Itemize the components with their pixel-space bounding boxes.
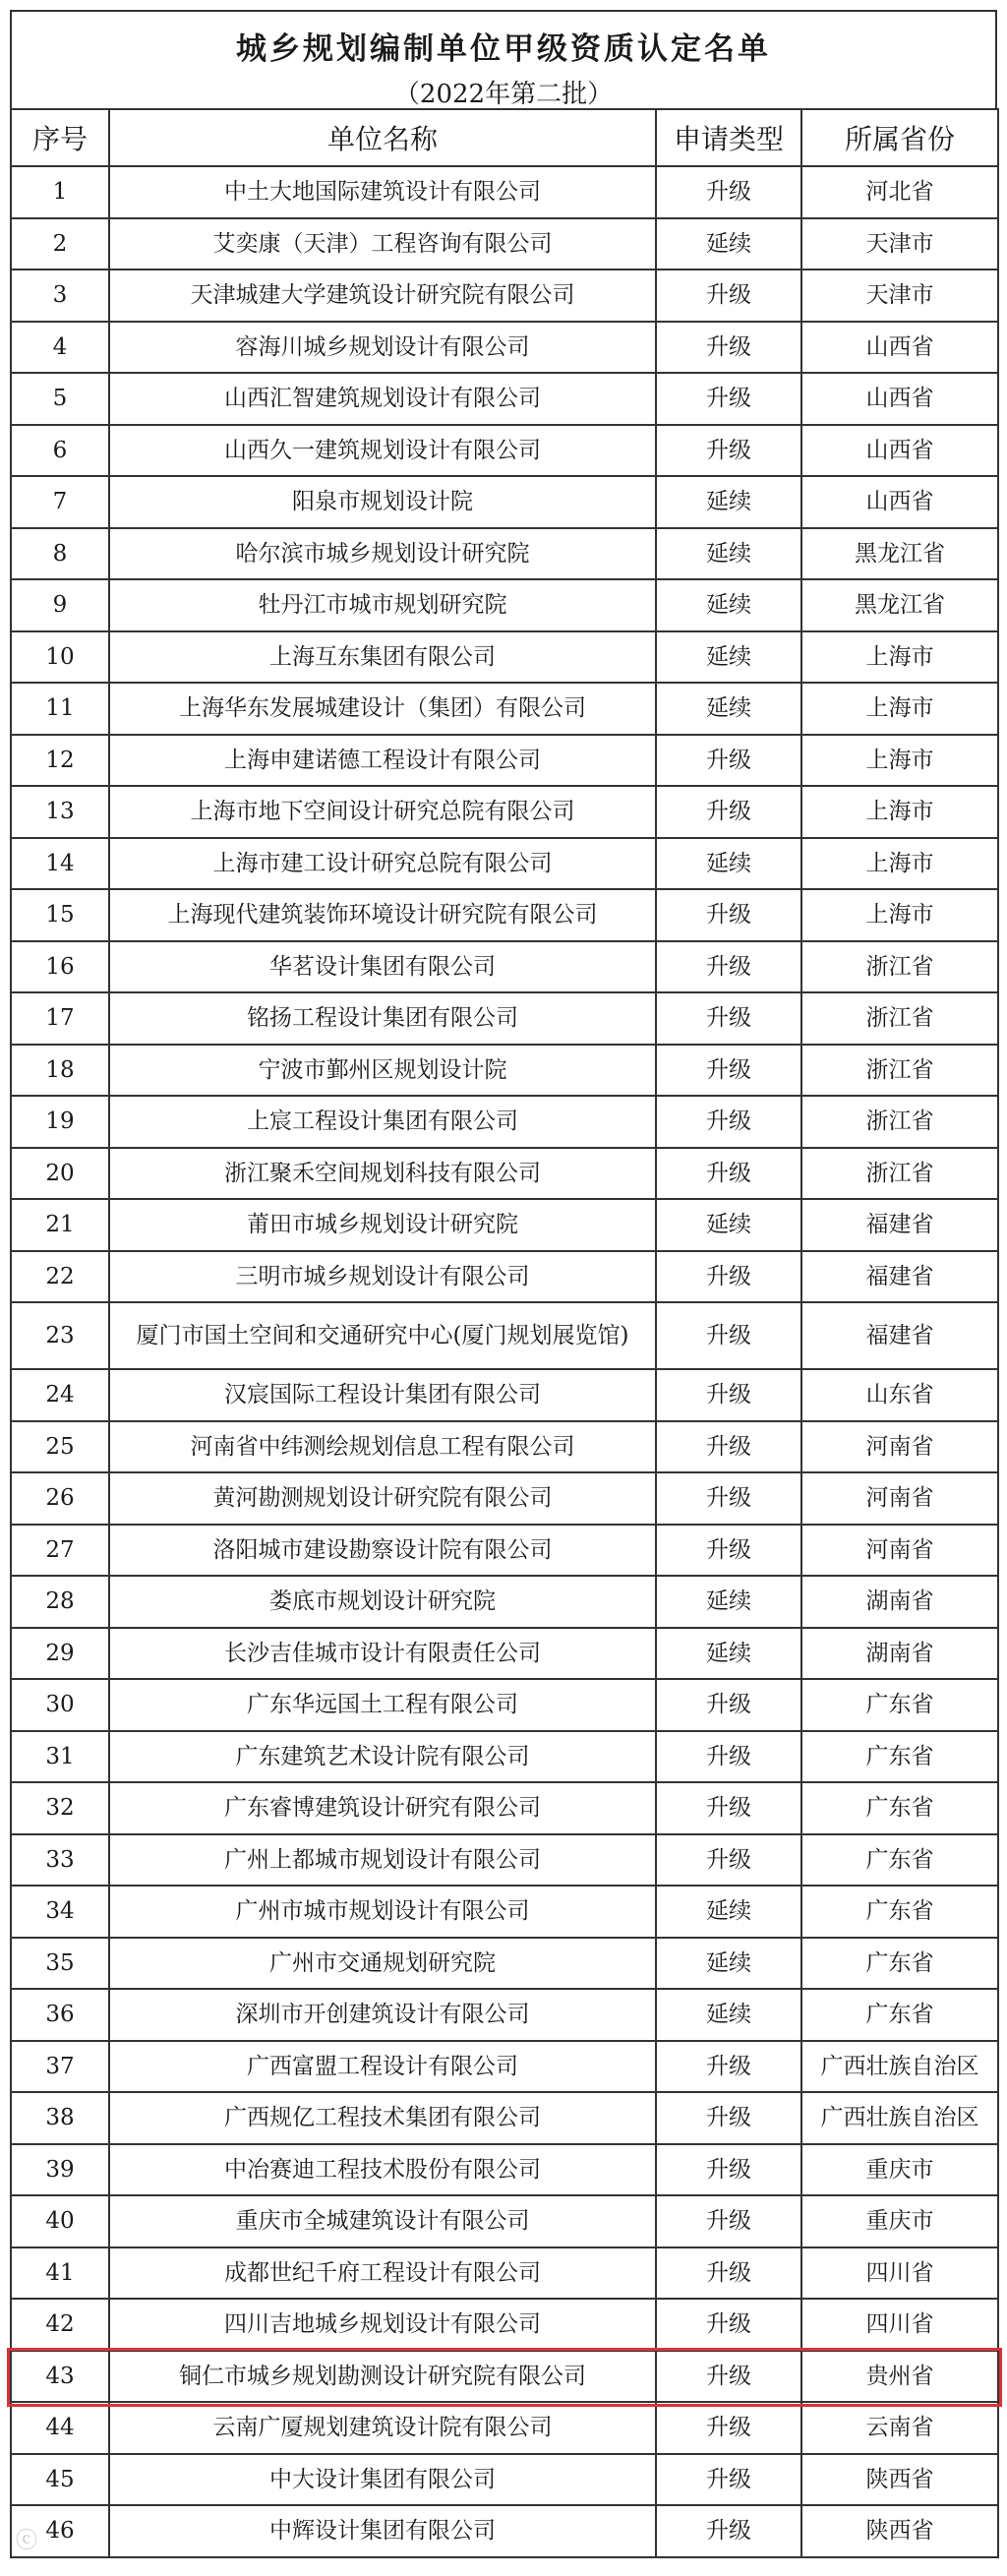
row-province: 广西壮族自治区 [801, 2092, 998, 2144]
table-row [11, 476, 998, 528]
row-unit-name: 山西汇智建筑规划设计有限公司 [109, 373, 656, 425]
table-row [11, 322, 998, 374]
table-row [11, 528, 998, 580]
row-unit-name: 铜仁市城乡规划勘测设计研究院有限公司 [109, 2351, 656, 2403]
row-index: 16 [11, 941, 109, 993]
table-row [11, 1576, 998, 1628]
row-index: 1 [11, 166, 109, 218]
row-application-type: 延续 [656, 1628, 801, 1680]
row-application-type: 升级 [656, 2247, 801, 2300]
row-unit-name: 娄底市规划设计研究院 [109, 1576, 656, 1628]
row-unit-name: 广州市交通规划研究院 [109, 1938, 656, 1990]
row-application-type: 延续 [656, 1938, 801, 1990]
table-row [11, 2041, 998, 2093]
table-row [11, 425, 998, 477]
row-unit-name: 哈尔滨市城乡规划设计研究院 [109, 528, 656, 580]
row-index: 23 [11, 1302, 109, 1369]
table-row [11, 2454, 998, 2506]
row-index: 22 [11, 1251, 109, 1303]
row-unit-name: 浙江聚禾空间规划科技有限公司 [109, 1148, 656, 1200]
row-application-type: 延续 [656, 476, 801, 528]
table-row [11, 270, 998, 322]
row-index: 27 [11, 1525, 109, 1577]
row-unit-name: 上海申建诺德工程设计有限公司 [109, 735, 656, 787]
table-row [11, 1096, 998, 1148]
row-application-type: 升级 [656, 1834, 801, 1887]
row-index: 34 [11, 1886, 109, 1938]
table-row [11, 218, 998, 270]
row-index: 3 [11, 270, 109, 322]
row-unit-name: 厦门市国土空间和交通研究中心(厦门规划展览馆) [109, 1302, 656, 1369]
row-unit-name: 广东华远国土工程有限公司 [109, 1679, 656, 1731]
table-row [11, 683, 998, 735]
row-index: 19 [11, 1096, 109, 1148]
row-unit-name: 容海川城乡规划设计有限公司 [109, 322, 656, 374]
row-application-type: 延续 [656, 1199, 801, 1251]
row-unit-name: 广西规亿工程技术集团有限公司 [109, 2092, 656, 2144]
header-index: 序号 [11, 109, 109, 166]
row-unit-name: 深圳市开创建筑设计有限公司 [109, 1989, 656, 2041]
row-province: 广西壮族自治区 [801, 2041, 998, 2093]
row-unit-name: 黄河勘测规划设计研究院有限公司 [109, 1472, 656, 1525]
row-unit-name: 上海华东发展城建设计（集团）有限公司 [109, 683, 656, 735]
row-index: 5 [11, 373, 109, 425]
row-application-type: 升级 [656, 1731, 801, 1783]
table-row [11, 1628, 998, 1680]
row-unit-name: 天津城建大学建筑设计研究院有限公司 [109, 270, 656, 322]
row-province: 广东省 [801, 1834, 998, 1887]
row-province: 广东省 [801, 1782, 998, 1834]
table-row [11, 2505, 998, 2557]
row-application-type: 升级 [656, 2299, 801, 2351]
table-row [11, 373, 998, 425]
row-application-type: 延续 [656, 1576, 801, 1628]
row-province: 湖南省 [801, 1576, 998, 1628]
row-index: 12 [11, 735, 109, 787]
row-province: 浙江省 [801, 1096, 998, 1148]
row-index: 45 [11, 2454, 109, 2506]
row-province: 贵州省 [801, 2351, 998, 2403]
row-index: 10 [11, 631, 109, 684]
row-index: 40 [11, 2195, 109, 2247]
row-index: 20 [11, 1148, 109, 1200]
row-application-type: 升级 [656, 373, 801, 425]
row-application-type: 升级 [656, 2195, 801, 2247]
row-index: 35 [11, 1938, 109, 1990]
row-application-type: 延续 [656, 1989, 801, 2041]
row-index: 6 [11, 425, 109, 477]
row-application-type: 升级 [656, 992, 801, 1045]
row-index: 37 [11, 2041, 109, 2093]
table-row [11, 631, 998, 684]
row-province: 山西省 [801, 322, 998, 374]
document-sheet [10, 10, 997, 2558]
row-province: 山西省 [801, 373, 998, 425]
row-unit-name: 中辉设计集团有限公司 [109, 2505, 656, 2557]
row-index: 24 [11, 1369, 109, 1421]
row-index: 46 [11, 2505, 109, 2557]
table-row [11, 1731, 998, 1783]
row-unit-name: 上海现代建筑装饰环境设计研究院有限公司 [109, 889, 656, 941]
table-row [11, 1251, 998, 1303]
row-unit-name: 宁波市鄞州区规划设计院 [109, 1045, 656, 1097]
table-row [11, 2351, 998, 2403]
row-index: 31 [11, 1731, 109, 1783]
table-row [11, 1525, 998, 1577]
table-row [11, 579, 998, 631]
header-application-type: 申请类型 [656, 109, 801, 166]
document-subtitle: （2022年第二批） [393, 80, 614, 109]
row-index: 2 [11, 218, 109, 270]
table-row [11, 2195, 998, 2247]
row-province: 上海市 [801, 631, 998, 684]
row-unit-name: 重庆市全城建筑设计有限公司 [109, 2195, 656, 2247]
row-index: 13 [11, 786, 109, 838]
row-province: 河北省 [801, 166, 998, 218]
document-title: 城乡规划编制单位甲级资质认定名单 [236, 31, 771, 67]
table-row [11, 889, 998, 941]
row-index: 15 [11, 889, 109, 941]
table-row [11, 1199, 998, 1251]
row-unit-name: 华茗设计集团有限公司 [109, 941, 656, 993]
row-unit-name: 中大设计集团有限公司 [109, 2454, 656, 2506]
row-application-type: 延续 [656, 1886, 801, 1938]
row-application-type: 升级 [656, 166, 801, 218]
row-unit-name: 莆田市城乡规划设计研究院 [109, 1199, 656, 1251]
header-province: 所属省份 [801, 109, 998, 166]
table-header-row [11, 109, 998, 166]
table-row [11, 2092, 998, 2144]
row-index: 14 [11, 838, 109, 890]
table-row [11, 166, 998, 218]
row-unit-name: 云南广厦规划建筑设计院有限公司 [109, 2402, 656, 2454]
row-unit-name: 山西久一建筑规划设计有限公司 [109, 425, 656, 477]
row-index: 21 [11, 1199, 109, 1251]
row-application-type: 升级 [656, 1251, 801, 1303]
row-application-type: 升级 [656, 2041, 801, 2093]
row-unit-name: 中土大地国际建筑设计有限公司 [109, 166, 656, 218]
row-province: 天津市 [801, 218, 998, 270]
table-row [11, 1302, 998, 1369]
row-province: 广东省 [801, 1679, 998, 1731]
row-index: 28 [11, 1576, 109, 1628]
table-row [11, 1886, 998, 1938]
table-row [11, 2402, 998, 2454]
row-province: 浙江省 [801, 1148, 998, 1200]
row-index: 32 [11, 1782, 109, 1834]
table-row [11, 1989, 998, 2041]
row-province: 河南省 [801, 1525, 998, 1577]
row-application-type: 升级 [656, 941, 801, 993]
row-province: 福建省 [801, 1302, 998, 1369]
row-application-type: 升级 [656, 2144, 801, 2196]
table-body [11, 166, 998, 2557]
row-province: 河南省 [801, 1421, 998, 1473]
row-application-type: 升级 [656, 735, 801, 787]
row-province: 浙江省 [801, 941, 998, 993]
row-index: 4 [11, 322, 109, 374]
row-unit-name: 长沙吉佳城市设计有限责任公司 [109, 1628, 656, 1680]
table-row [11, 2247, 998, 2300]
table-row [11, 941, 998, 993]
row-unit-name: 广西富盟工程设计有限公司 [109, 2041, 656, 2093]
row-index: 36 [11, 1989, 109, 2041]
watermark-text: ⓒ [16, 2528, 38, 2553]
row-application-type: 升级 [656, 1525, 801, 1577]
row-province: 山西省 [801, 425, 998, 477]
row-application-type: 升级 [656, 786, 801, 838]
table-row [11, 1148, 998, 1200]
table-row [11, 1679, 998, 1731]
row-application-type: 升级 [656, 2402, 801, 2454]
row-application-type: 升级 [656, 1369, 801, 1421]
row-unit-name: 上海市地下空间设计研究总院有限公司 [109, 786, 656, 838]
table-row [11, 838, 998, 890]
table-row [11, 992, 998, 1045]
row-application-type: 升级 [656, 1302, 801, 1369]
row-index: 44 [11, 2402, 109, 2454]
row-index: 29 [11, 1628, 109, 1680]
row-unit-name: 上宸工程设计集团有限公司 [109, 1096, 656, 1148]
table-row [11, 1782, 998, 1834]
row-unit-name: 四川吉地城乡规划设计有限公司 [109, 2299, 656, 2351]
row-application-type: 延续 [656, 528, 801, 580]
row-province: 广东省 [801, 1938, 998, 1990]
row-application-type: 延续 [656, 838, 801, 890]
row-unit-name: 河南省中纬测绘规划信息工程有限公司 [109, 1421, 656, 1473]
row-province: 四川省 [801, 2299, 998, 2351]
row-province: 广东省 [801, 1989, 998, 2041]
row-province: 云南省 [801, 2402, 998, 2454]
row-index: 39 [11, 2144, 109, 2196]
row-unit-name: 上海互东集团有限公司 [109, 631, 656, 684]
row-province: 上海市 [801, 683, 998, 735]
row-index: 41 [11, 2247, 109, 2300]
row-unit-name: 广州上都城市规划设计有限公司 [109, 1834, 656, 1887]
table-wrap [10, 108, 997, 2558]
row-province: 上海市 [801, 838, 998, 890]
row-unit-name: 牡丹江市城市规划研究院 [109, 579, 656, 631]
row-application-type: 升级 [656, 2092, 801, 2144]
table-row [11, 2144, 998, 2196]
row-province: 山西省 [801, 476, 998, 528]
row-province: 山东省 [801, 1369, 998, 1421]
row-application-type: 延续 [656, 579, 801, 631]
row-application-type: 升级 [656, 1679, 801, 1731]
row-unit-name: 成都世纪千府工程设计有限公司 [109, 2247, 656, 2300]
row-province: 陕西省 [801, 2505, 998, 2557]
row-application-type: 升级 [656, 1782, 801, 1834]
row-index: 38 [11, 2092, 109, 2144]
row-province: 重庆市 [801, 2144, 998, 2196]
row-unit-name: 铭扬工程设计集团有限公司 [109, 992, 656, 1045]
row-unit-name: 广东睿博建筑设计研究有限公司 [109, 1782, 656, 1834]
row-index: 9 [11, 579, 109, 631]
row-application-type: 升级 [656, 1472, 801, 1525]
table-row [11, 1369, 998, 1421]
row-unit-name: 汉宸国际工程设计集团有限公司 [109, 1369, 656, 1421]
row-province: 上海市 [801, 786, 998, 838]
title-block [10, 10, 997, 108]
row-province: 广东省 [801, 1731, 998, 1783]
row-province: 上海市 [801, 889, 998, 941]
row-province: 湖南省 [801, 1628, 998, 1680]
row-index: 11 [11, 683, 109, 735]
row-index: 26 [11, 1472, 109, 1525]
row-unit-name: 广州市城市规划设计有限公司 [109, 1886, 656, 1938]
row-unit-name: 广东建筑艺术设计院有限公司 [109, 1731, 656, 1783]
row-index: 8 [11, 528, 109, 580]
table-row [11, 1045, 998, 1097]
qualification-table [10, 108, 999, 2558]
row-province: 广东省 [801, 1886, 998, 1938]
row-province: 河南省 [801, 1472, 998, 1525]
row-application-type: 升级 [656, 1096, 801, 1148]
row-index: 7 [11, 476, 109, 528]
row-unit-name: 阳泉市规划设计院 [109, 476, 656, 528]
row-application-type: 升级 [656, 270, 801, 322]
table-row [11, 2299, 998, 2351]
table-row [11, 735, 998, 787]
row-application-type: 延续 [656, 683, 801, 735]
row-index: 42 [11, 2299, 109, 2351]
row-unit-name: 艾奕康（天津）工程咨询有限公司 [109, 218, 656, 270]
row-province: 黑龙江省 [801, 528, 998, 580]
row-unit-name: 上海市建工设计研究总院有限公司 [109, 838, 656, 890]
row-index: 25 [11, 1421, 109, 1473]
table-row [11, 1421, 998, 1473]
table-row [11, 786, 998, 838]
row-index: 18 [11, 1045, 109, 1097]
row-application-type: 延续 [656, 631, 801, 684]
row-index: 43 [11, 2351, 109, 2403]
row-application-type: 升级 [656, 1045, 801, 1097]
row-province: 重庆市 [801, 2195, 998, 2247]
row-unit-name: 中冶赛迪工程技术股份有限公司 [109, 2144, 656, 2196]
table-row [11, 1834, 998, 1887]
row-index: 17 [11, 992, 109, 1045]
row-application-type: 升级 [656, 2454, 801, 2506]
row-index: 30 [11, 1679, 109, 1731]
row-province: 四川省 [801, 2247, 998, 2300]
row-province: 陕西省 [801, 2454, 998, 2506]
row-application-type: 升级 [656, 2505, 801, 2557]
row-unit-name: 洛阳城市建设勘察设计院有限公司 [109, 1525, 656, 1577]
row-application-type: 升级 [656, 425, 801, 477]
row-province: 福建省 [801, 1199, 998, 1251]
header-unit-name: 单位名称 [109, 109, 656, 166]
row-application-type: 升级 [656, 1421, 801, 1473]
table-row [11, 1938, 998, 1990]
row-application-type: 升级 [656, 322, 801, 374]
row-province: 黑龙江省 [801, 579, 998, 631]
row-province: 上海市 [801, 735, 998, 787]
row-application-type: 升级 [656, 1148, 801, 1200]
row-index: 33 [11, 1834, 109, 1887]
row-province: 天津市 [801, 270, 998, 322]
row-province: 浙江省 [801, 992, 998, 1045]
row-application-type: 延续 [656, 218, 801, 270]
row-application-type: 升级 [656, 2351, 801, 2403]
row-application-type: 升级 [656, 889, 801, 941]
row-province: 浙江省 [801, 1045, 998, 1097]
table-row [11, 1472, 998, 1525]
row-province: 福建省 [801, 1251, 998, 1303]
row-unit-name: 三明市城乡规划设计有限公司 [109, 1251, 656, 1303]
